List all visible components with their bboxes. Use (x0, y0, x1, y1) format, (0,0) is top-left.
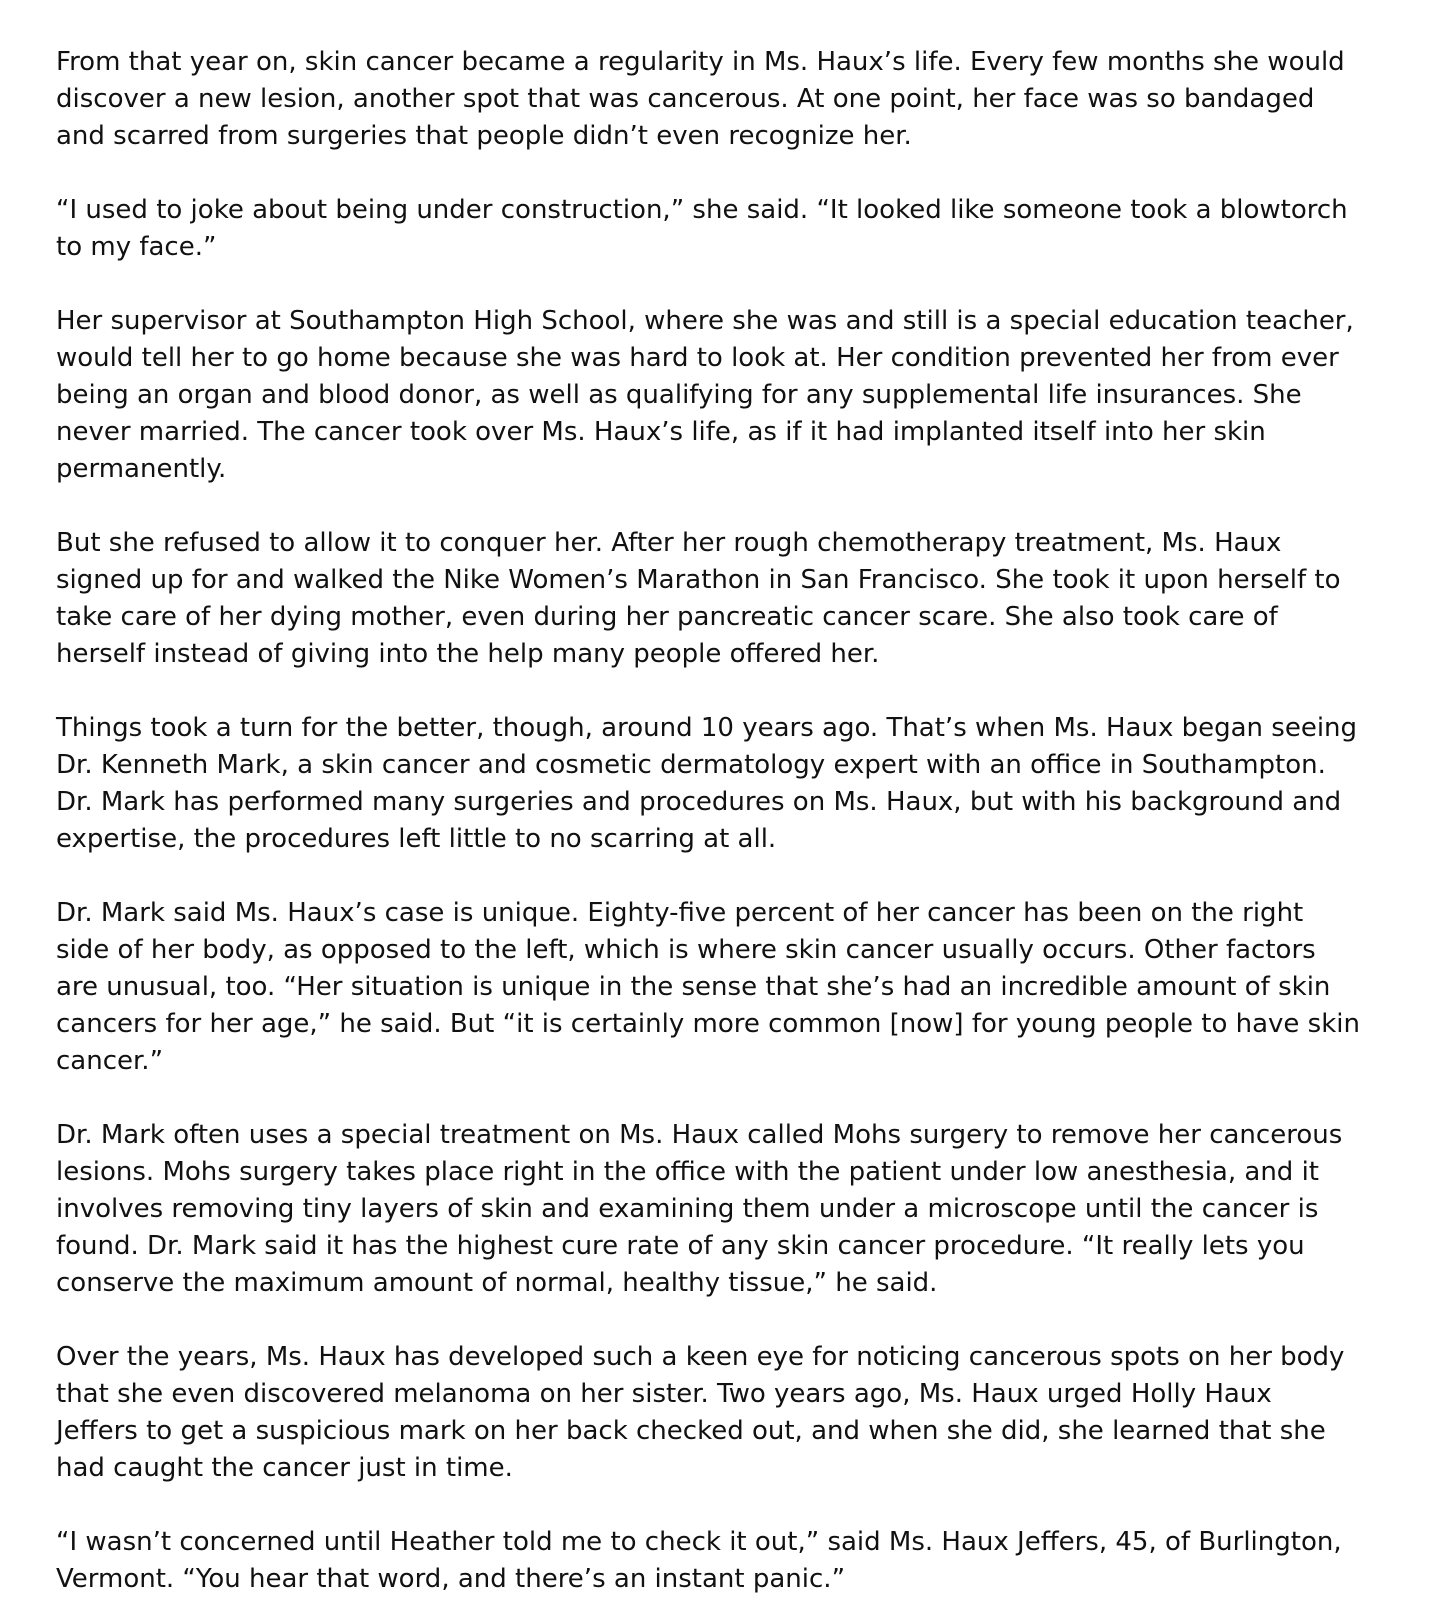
text-line: Dr. Mark often uses a special treatment on Ms. Haux called Mohs surgery to remove her cancerous (56, 1120, 1343, 1150)
text-line: Things took a turn for the better, though, around 10 years ago. That’s when Ms. Haux began seeing (56, 713, 1358, 743)
text-line: herself instead of giving into the help many people offered her. (56, 639, 880, 669)
paragraph-1 (56, 44, 1390, 155)
text-line: discover a new lesion, another spot that was cancerous. At one point, her face was so bandaged (56, 84, 1315, 114)
paragraph-8 (56, 1339, 1390, 1487)
text-line: signed up for and walked the Nike Women’s Marathon in San Francisco. She took it upon herself to (56, 565, 1341, 595)
text-line: Her supervisor at Southampton High School, where she was and still is a special education teacher, (56, 306, 1354, 336)
text-line: permanently. (56, 454, 227, 484)
text-line: conserve the maximum amount of normal, healthy tissue,” he said. (56, 1268, 938, 1298)
text-line: Dr. Kenneth Mark, a skin cancer and cosmetic dermatology expert with an office in Southampton. (56, 750, 1326, 780)
text-line: From that year on, skin cancer became a regularity in Ms. Haux’s life. Every few months she would (56, 47, 1345, 77)
text-line: side of her body, as opposed to the left, which is where skin cancer usually occurs. Other factors (56, 935, 1316, 965)
paragraph-2 (56, 192, 1390, 266)
text-line: Vermont. “You hear that word, and there’s an instant panic.” (56, 1564, 846, 1594)
paragraph-7 (56, 1117, 1390, 1302)
text-line: are unusual, too. “Her situation is unique in the sense that she’s had an incredible amount of skin (56, 972, 1331, 1002)
paragraph-5 (56, 710, 1390, 858)
text-line: But she refused to allow it to conquer her. After her rough chemotherapy treatment, Ms. Haux (56, 528, 1282, 558)
text-line: involves removing tiny layers of skin and examining them under a microscope until the cancer is (56, 1194, 1319, 1224)
text-line: cancers for her age,” he said. But “it is certainly more common [now] for young people to have skin (56, 1009, 1360, 1039)
paragraph-4 (56, 525, 1390, 673)
text-line: “I wasn’t concerned until Heather told me to check it out,” said Ms. Haux Jeffers, 45, of Burlington, (56, 1527, 1342, 1557)
paragraph-9 (56, 1524, 1390, 1598)
text-line: being an organ and blood donor, as well as qualifying for any supplemental life insurances. She (56, 380, 1302, 410)
text-line: Over the years, Ms. Haux has developed such a keen eye for noticing cancerous spots on her body (56, 1342, 1345, 1372)
paragraph-6 (56, 895, 1390, 1080)
text-line: lesions. Mohs surgery takes place right in the office with the patient under low anesthesia, and it (56, 1157, 1319, 1187)
text-line: cancer.” (56, 1046, 164, 1076)
text-line: Jeffers to get a suspicious mark on her back checked out, and when she did, she learned that she (56, 1416, 1326, 1446)
text-line: had caught the cancer just in time. (56, 1453, 513, 1483)
text-line: found. Dr. Mark said it has the highest cure rate of any skin cancer procedure. “It really lets you (56, 1231, 1305, 1261)
text-line: Dr. Mark said Ms. Haux’s case is unique. Eighty-five percent of her cancer has been on the right (56, 898, 1304, 928)
text-line: take care of her dying mother, even during her pancreatic cancer scare. She also took care of (56, 602, 1278, 632)
text-line: and scarred from surgeries that people didn’t even recognize her. (56, 121, 912, 151)
text-line: never married. The cancer took over Ms. Haux’s life, as if it had implanted itself into her skin (56, 417, 1266, 447)
text-line: would tell her to go home because she was hard to look at. Her condition prevented her from ever (56, 343, 1339, 373)
text-line: Dr. Mark has performed many surgeries and procedures on Ms. Haux, but with his background and (56, 787, 1342, 817)
text-line: that she even discovered melanoma on her sister. Two years ago, Ms. Haux urged Holly Haux (56, 1379, 1272, 1409)
paragraph-3 (56, 303, 1390, 488)
text-line: expertise, the procedures left little to no scarring at all. (56, 824, 777, 854)
text-line: to my face.” (56, 232, 217, 262)
text-line: “I used to joke about being under construction,” she said. “It looked like someone took a blowtorch (56, 195, 1348, 225)
